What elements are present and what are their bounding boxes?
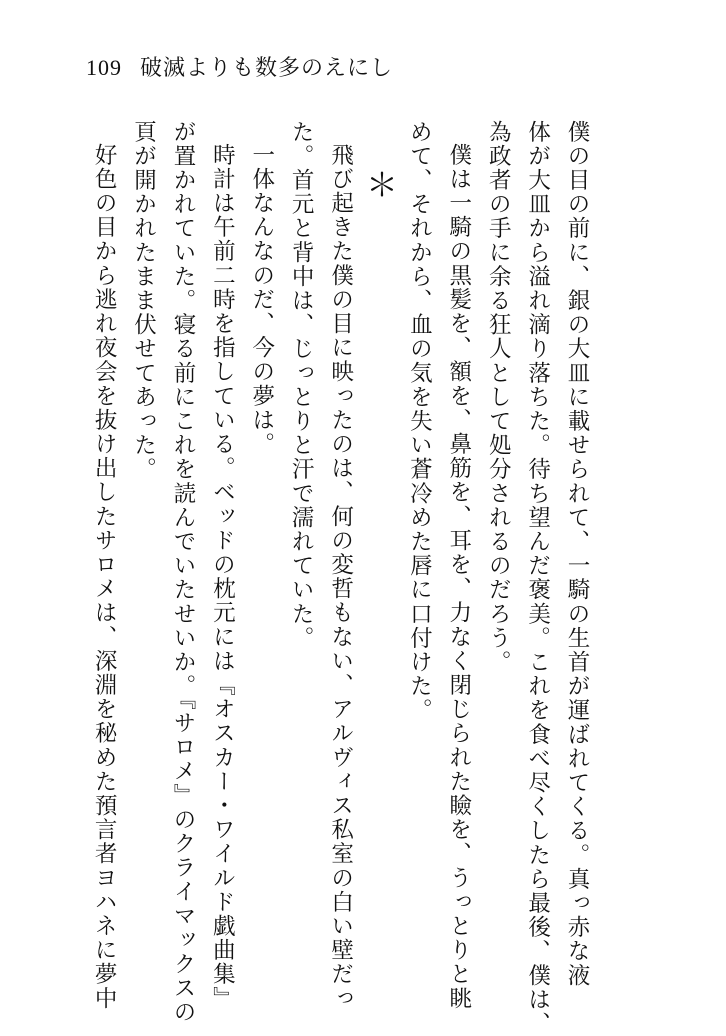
text-line: 僕の目の前に、銀の大皿に載せられて、一騎の生首が運ばれてくる。真っ赤な液: [564, 120, 590, 988]
text-line: 為政者の手に余る狂人として処分されるのだろう。: [485, 120, 512, 675]
text-line: 体が大皿から溢れ滴り落ちた。待ち望んだ褒美。これを食べ尽くしたら最後、僕は、: [524, 120, 551, 1036]
text-line: た。首元と背中は、じっとりと汗で濡れていた。: [288, 120, 315, 651]
text-line: 時計は午前二時を指している。ベッドの枕元には『オスカー・ワイルド戯曲集』: [209, 143, 236, 1011]
text-line: 飛び起きた僕の目に映ったのは、何の変哲もない、アルヴィス私室の白い壁だっ: [327, 143, 354, 1011]
section-break-asterisk: ＊: [360, 168, 399, 200]
body-text-vertical: [84, 120, 596, 1036]
running-header: [86, 53, 393, 83]
text-line: 好色の目から逃れ夜会を抜け出したサロメは、深淵を秘めた預言者ヨハネに夢中: [91, 143, 118, 1011]
page-number: 109: [86, 55, 122, 80]
text-line: 一体なんなのだ、今の夢は。: [248, 143, 275, 457]
text-line: 頁が開かれたまま伏せてあった。: [130, 120, 157, 482]
running-title: 破滅よりも数多のえにし: [140, 56, 394, 81]
text-line: めて、それから、血の気を失い蒼冷めた唇に口付けた。: [406, 120, 433, 723]
text-line: が置かれていた。寝る前にこれを読んでいたせいか。『サロメ』のクライマックスの: [169, 120, 196, 1025]
text-line: 僕は一騎の黒髪を、額を、鼻筋を、耳を、力なく閉じられた瞼を、うっとりと眺: [445, 143, 472, 1011]
